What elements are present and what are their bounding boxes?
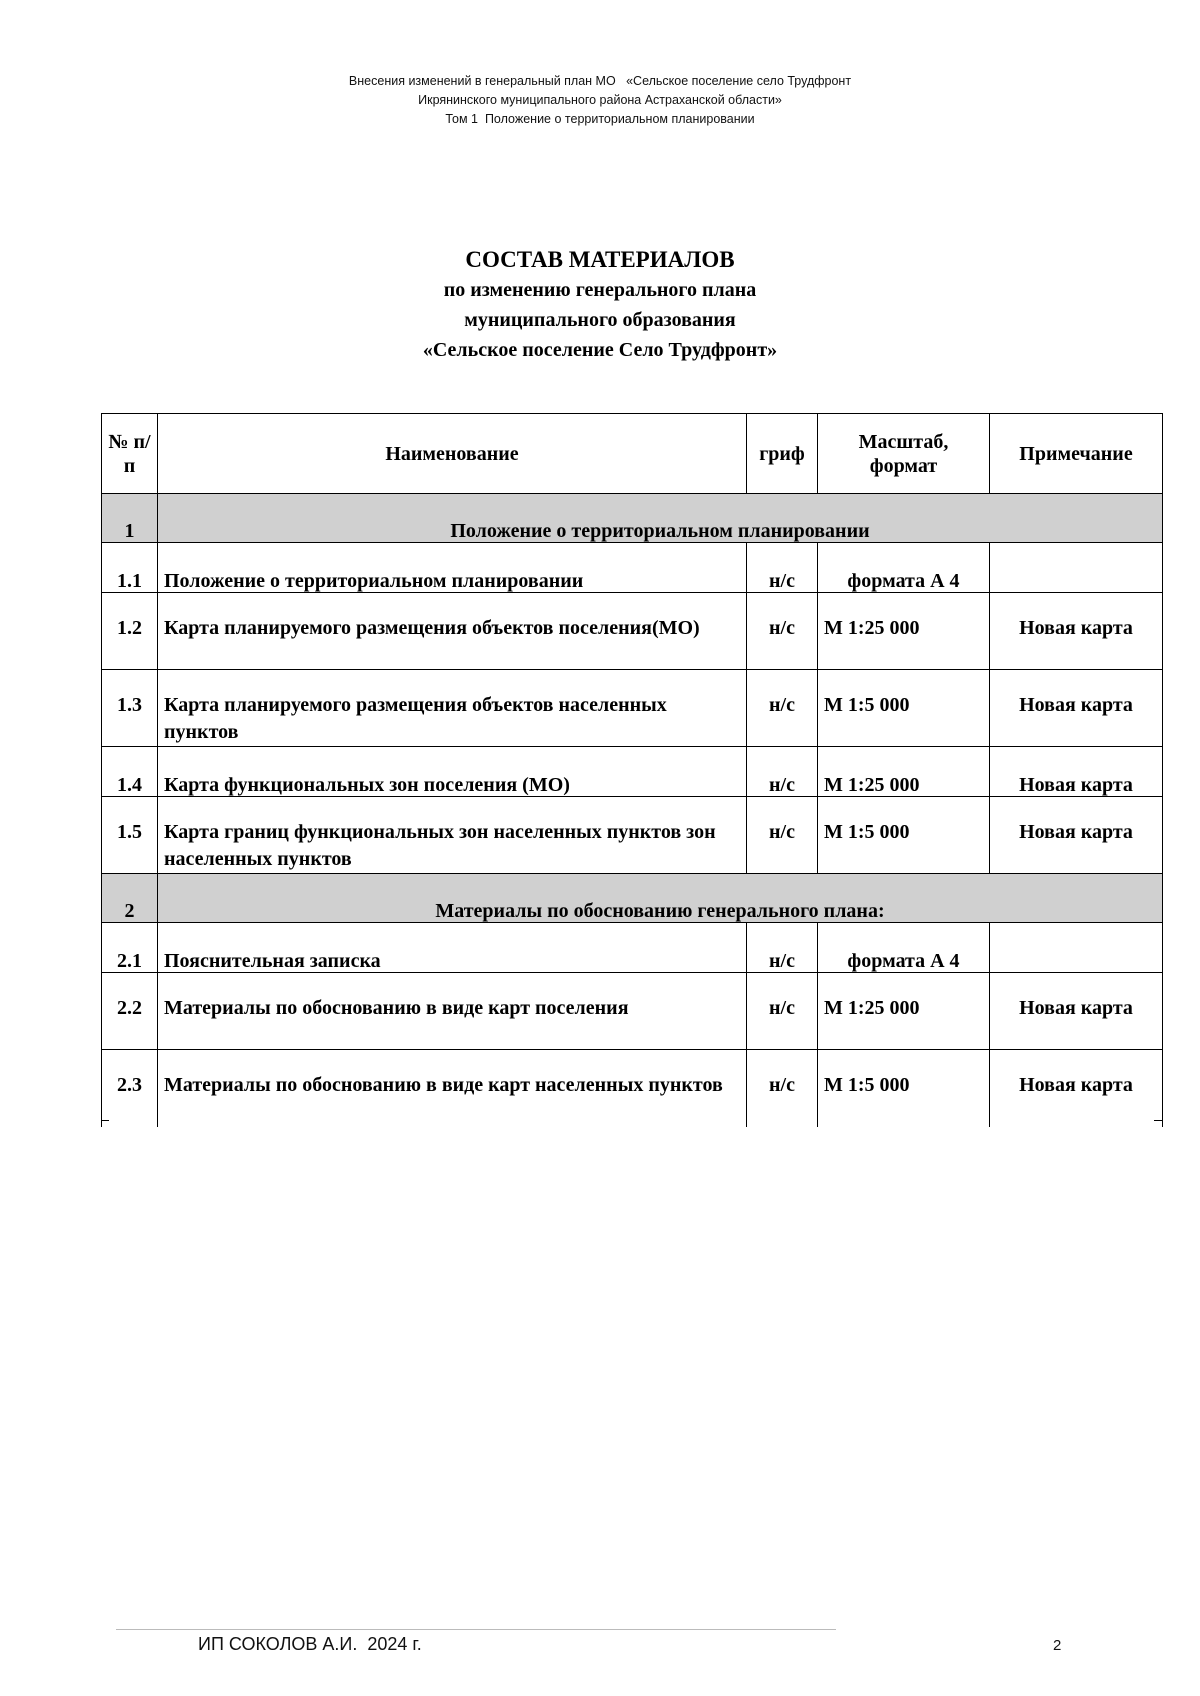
row-scale: М 1:5 000 — [818, 670, 990, 747]
table-corner-mark-right — [1154, 1120, 1162, 1121]
row-number: 2.2 — [102, 973, 158, 1050]
row-number: 1.2 — [102, 593, 158, 670]
page-number: 2 — [1053, 1637, 1062, 1654]
row-name: Карта планируемого размещения объектов поселения(МО) — [158, 593, 747, 670]
running-header-line-2: Икрянинского муниципального района Астраханской области» — [418, 93, 782, 107]
row-grif: н/с — [747, 797, 818, 874]
table-row — [102, 543, 1163, 593]
row-note: Новая карта — [990, 1050, 1163, 1127]
title-line-4: «Сельское поселение Село Трудфронт» — [422, 339, 778, 361]
table-row — [102, 973, 1163, 1050]
header-scale: Масштаб, формат — [818, 414, 990, 494]
row-note: Новая карта — [990, 973, 1163, 1050]
materials-table — [101, 413, 1163, 1127]
title-line-3: муниципального образования — [464, 309, 736, 331]
row-name: Материалы по обоснованию в виде карт поселения — [158, 973, 747, 1050]
section-title: Материалы по обоснованию генерального плана: — [158, 874, 1163, 923]
row-number: 2.1 — [102, 923, 158, 973]
row-note: Новая карта — [990, 670, 1163, 747]
row-note: Новая карта — [990, 747, 1163, 797]
header-grif: гриф — [747, 414, 818, 494]
row-name: Карта функциональных зон поселения (МО) — [158, 747, 747, 797]
section-number: 1 — [102, 494, 158, 543]
running-header — [0, 72, 1200, 129]
row-grif: н/с — [747, 670, 818, 747]
title-line-2: по изменению генерального плана — [443, 279, 757, 301]
row-note — [990, 923, 1163, 973]
row-name: Карта границ функциональных зон населенных пунктов зон населенных пунктов — [158, 797, 747, 874]
row-note — [990, 543, 1163, 593]
row-name: Пояснительная записка — [158, 923, 747, 973]
table-row — [102, 670, 1163, 747]
row-number: 1.3 — [102, 670, 158, 747]
row-scale: формата А 4 — [818, 923, 990, 973]
footer-author: ИП СОКОЛОВ А.И. 2024 г. — [198, 1634, 422, 1654]
running-header-line-1: Внесения изменений в генеральный план МО «Сельское поселение село Трудфронт — [348, 74, 852, 88]
section-title: Положение о территориальном планировании — [158, 494, 1163, 543]
footer-divider — [116, 1629, 836, 1630]
row-note: Новая карта — [990, 593, 1163, 670]
row-note: Новая карта — [990, 797, 1163, 874]
row-scale: М 1:5 000 — [818, 1050, 990, 1127]
row-grif: н/с — [747, 543, 818, 593]
row-scale: М 1:25 000 — [818, 973, 990, 1050]
document-title — [0, 245, 1200, 365]
row-grif: н/с — [747, 923, 818, 973]
row-grif: н/с — [747, 1050, 818, 1127]
row-scale: М 1:25 000 — [818, 593, 990, 670]
row-name: Карта планируемого размещения объектов населенных пунктов — [158, 670, 747, 747]
header-name: Наименование — [158, 414, 747, 494]
section-number: 2 — [102, 874, 158, 923]
table-header-row — [102, 414, 1163, 494]
title-line-1: СОСТАВ МАТЕРИАЛОВ — [465, 247, 735, 272]
table-row — [102, 797, 1163, 874]
section-row — [102, 874, 1163, 923]
row-scale: М 1:5 000 — [818, 797, 990, 874]
header-note: Примечание — [990, 414, 1163, 494]
row-grif: н/с — [747, 973, 818, 1050]
table-row — [102, 923, 1163, 973]
row-number: 1.5 — [102, 797, 158, 874]
row-name: Положение о территориальном планировании — [158, 543, 747, 593]
row-number: 1.4 — [102, 747, 158, 797]
row-grif: н/с — [747, 593, 818, 670]
table-row — [102, 1050, 1163, 1127]
table-corner-mark-left — [101, 1120, 109, 1121]
table-row — [102, 593, 1163, 670]
running-header-line-3: Том 1 Положение о территориальном планировании — [445, 112, 755, 126]
row-grif: н/с — [747, 747, 818, 797]
row-name: Материалы по обоснованию в виде карт населенных пунктов — [158, 1050, 747, 1127]
row-scale: М 1:25 000 — [818, 747, 990, 797]
row-number: 1.1 — [102, 543, 158, 593]
header-num: № п/п — [102, 414, 158, 494]
row-scale: формата А 4 — [818, 543, 990, 593]
table-row — [102, 747, 1163, 797]
row-number: 2.3 — [102, 1050, 158, 1127]
section-row — [102, 494, 1163, 543]
